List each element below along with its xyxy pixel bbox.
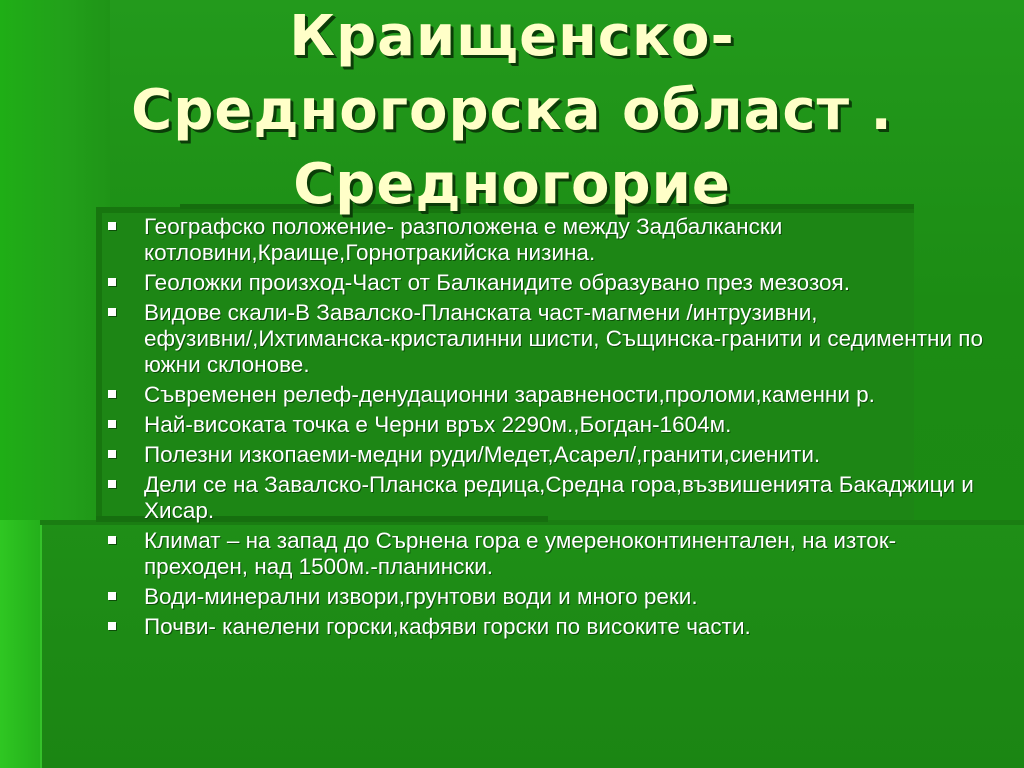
list-item [104,472,984,524]
list-item-text: Почви- канелени горски,кафяви горски по високите части. [144,614,751,639]
list-item-text: Най-високата точка е Черни връх 2290м.,Богдан-1604м. [144,412,732,437]
list-item [104,584,984,610]
square-bullet-icon [108,278,116,286]
slide-title-line-2: Средногорска област . [131,78,893,143]
slide-title [0,0,1024,222]
list-item [104,614,984,640]
square-bullet-icon [108,308,116,316]
list-item-text: Климат – на запад до Сърнена гора е умереноконтинентален, на изток-преходен, над 1500м.-планински. [144,528,897,579]
square-bullet-icon [108,390,116,398]
slide-title-line-3: Средногорие [293,152,731,217]
square-bullet-icon [108,592,116,600]
list-item-text: Геоложки произход-Част от Балканидите образувано през мезозоя. [144,270,850,295]
list-item-text: Дели се на Завалско-Планска редица,Средна гора,възвишенията Бакаджици и Хисар. [144,472,974,523]
square-bullet-icon [108,420,116,428]
list-item [104,382,984,408]
list-item-text: Видове скали-В Завалско-Планската част-магмени /интрузивни, ефузивни/,Ихтиманска-кристалинни шисти, Същинска-гранити и седиментни по южни склонове. [144,300,983,377]
list-item [104,270,984,296]
list-item [104,214,984,266]
square-bullet-icon [108,622,116,630]
square-bullet-icon [108,536,116,544]
list-item [104,300,984,378]
list-item [104,442,984,468]
list-item-text: Географско положение- разположена е между Задбалкански котловини,Краище,Горнотракийска низина. [144,214,783,265]
slide-title-line-1: Краищенско- [289,4,735,69]
list-item-text: Води-минерални извори,грунтови води и много реки. [144,584,698,609]
bullet-list [104,214,984,644]
list-item [104,528,984,580]
list-item [104,412,984,438]
square-bullet-icon [108,450,116,458]
square-bullet-icon [108,222,116,230]
list-item-text: Полезни изкопаеми-медни руди/Медет,Асарел/,гранити,сиенити. [144,442,821,467]
background-left-edge [0,520,40,768]
list-item-text: Съвременен релеф-денудационни заравнености,проломи,каменни р. [144,382,875,407]
square-bullet-icon [108,480,116,488]
